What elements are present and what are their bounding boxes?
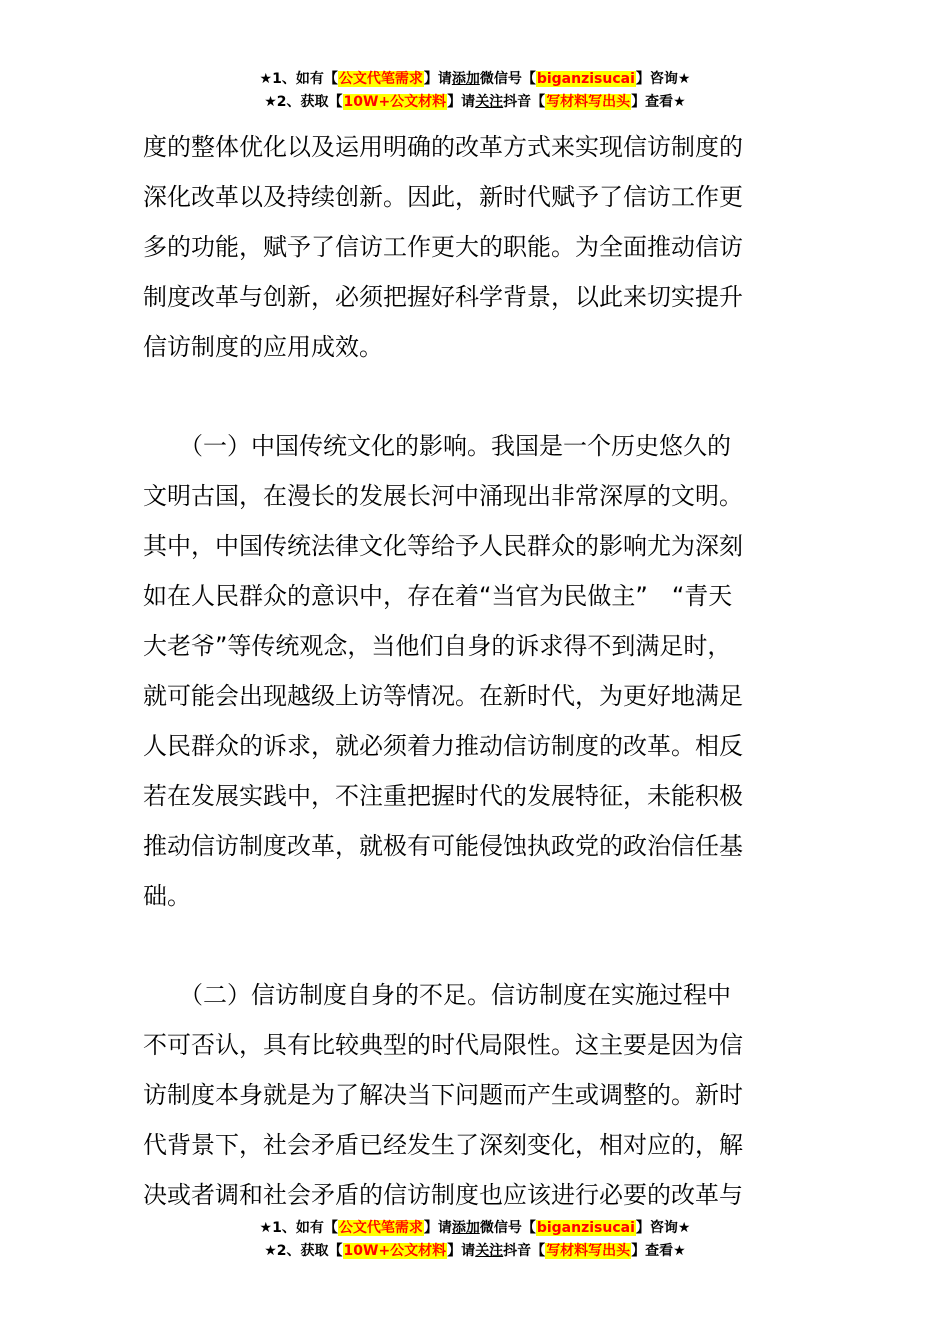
banner-text: ★2、获取【 — [264, 1243, 343, 1259]
banner-text: 】请 — [423, 1220, 452, 1236]
banner-text: 抖音【 — [503, 94, 546, 110]
text-line: 推动信访制度改革，就极有可能侵蚀执政党的政治信任基 — [143, 832, 743, 860]
highlight-text: biganzisucai — [536, 1220, 635, 1236]
banner-line-1 — [0, 1217, 950, 1240]
text-line: 访制度本身就是为了解决当下问题而产生或调整的。新时 — [143, 1081, 743, 1109]
text-line: 础。 — [143, 882, 191, 910]
banner-line-1 — [0, 68, 950, 91]
highlight-text: biganzisucai — [536, 71, 635, 87]
underlined-text: 关注 — [475, 94, 504, 110]
footer-banner — [0, 1217, 950, 1263]
text-line: 深化改革以及持续创新。因此，新时代赋予了信访工作更 — [143, 183, 743, 211]
text-line: 文明古国，在漫长的发展长河中涌现出非常深厚的文明。 — [143, 482, 743, 510]
banner-text: 抖音【 — [503, 1243, 546, 1259]
banner-text: ★1、如有【 — [259, 1220, 338, 1236]
text-line: 如在人民群众的意识中，存在着“当官为民做主” “青天 — [143, 582, 733, 610]
underlined-text: 添加 — [451, 71, 480, 87]
text-line: 决或者调和社会矛盾的信访制度也应该进行必要的改革与 — [143, 1181, 743, 1209]
banner-line-2 — [0, 1240, 950, 1263]
text-line: （一）中国传统文化的影响。我国是一个历史悠久的 — [143, 432, 731, 460]
banner-text: 微信号【 — [479, 1220, 536, 1236]
banner-text: 】咨询★ — [635, 1220, 691, 1236]
text-line: 其中，中国传统法律文化等给予人民群众的影响尤为深刻 — [143, 532, 743, 560]
text-line: 不可否认，具有比较典型的时代局限性。这主要是因为信 — [143, 1031, 743, 1059]
header-banner — [0, 68, 950, 114]
underlined-text: 关注 — [475, 1243, 504, 1259]
banner-text: 】查看★ — [631, 1243, 686, 1259]
paragraph-gap — [143, 921, 809, 970]
highlight-text: 公文代笔需求 — [338, 1220, 423, 1236]
banner-text: 】咨询★ — [635, 71, 691, 87]
text-line: 制度改革与创新，必须把握好科学背景，以此来切实提升 — [143, 283, 743, 311]
banner-text: 】请 — [447, 94, 476, 110]
highlight-text: 10W+公文材料 — [343, 1243, 447, 1259]
text-line: 信访制度的应用成效。 — [143, 333, 383, 361]
banner-line-2 — [0, 91, 950, 114]
text-line: 大老爷”等传统观念，当他们自身的诉求得不到满足时， — [143, 632, 732, 660]
paragraph — [143, 122, 809, 372]
banner-text: 微信号【 — [479, 71, 536, 87]
highlight-text: 公文代笔需求 — [338, 71, 423, 87]
banner-text: 】查看★ — [631, 94, 686, 110]
banner-text: ★1、如有【 — [259, 71, 338, 87]
paragraph-gap — [143, 372, 809, 421]
text-line: （二）信访制度自身的不足。信访制度在实施过程中 — [143, 981, 731, 1009]
banner-text: 】请 — [423, 71, 452, 87]
document-body — [143, 122, 809, 1220]
text-line: 多的功能，赋予了信访工作更大的职能。为全面推动信访 — [143, 233, 743, 261]
underlined-text: 添加 — [451, 1220, 480, 1236]
text-line: 就可能会出现越级上访等情况。在新时代，为更好地满足 — [143, 682, 743, 710]
paragraph — [143, 421, 809, 921]
text-line: 若在发展实践中，不注重把握时代的发展特征，未能积极 — [143, 782, 743, 810]
banner-text: ★2、获取【 — [264, 94, 343, 110]
text-line: 代背景下，社会矛盾已经发生了深刻变化，相对应的，解 — [143, 1131, 743, 1159]
paragraph — [143, 970, 809, 1220]
highlight-text: 10W+公文材料 — [343, 94, 447, 110]
highlight-text: 写材料写出头 — [546, 94, 631, 110]
banner-text: 】请 — [447, 1243, 476, 1259]
text-line: 人民群众的诉求，就必须着力推动信访制度的改革。相反 — [143, 732, 743, 760]
text-line: 度的整体优化以及运用明确的改革方式来实现信访制度的 — [143, 133, 743, 161]
highlight-text: 写材料写出头 — [546, 1243, 631, 1259]
